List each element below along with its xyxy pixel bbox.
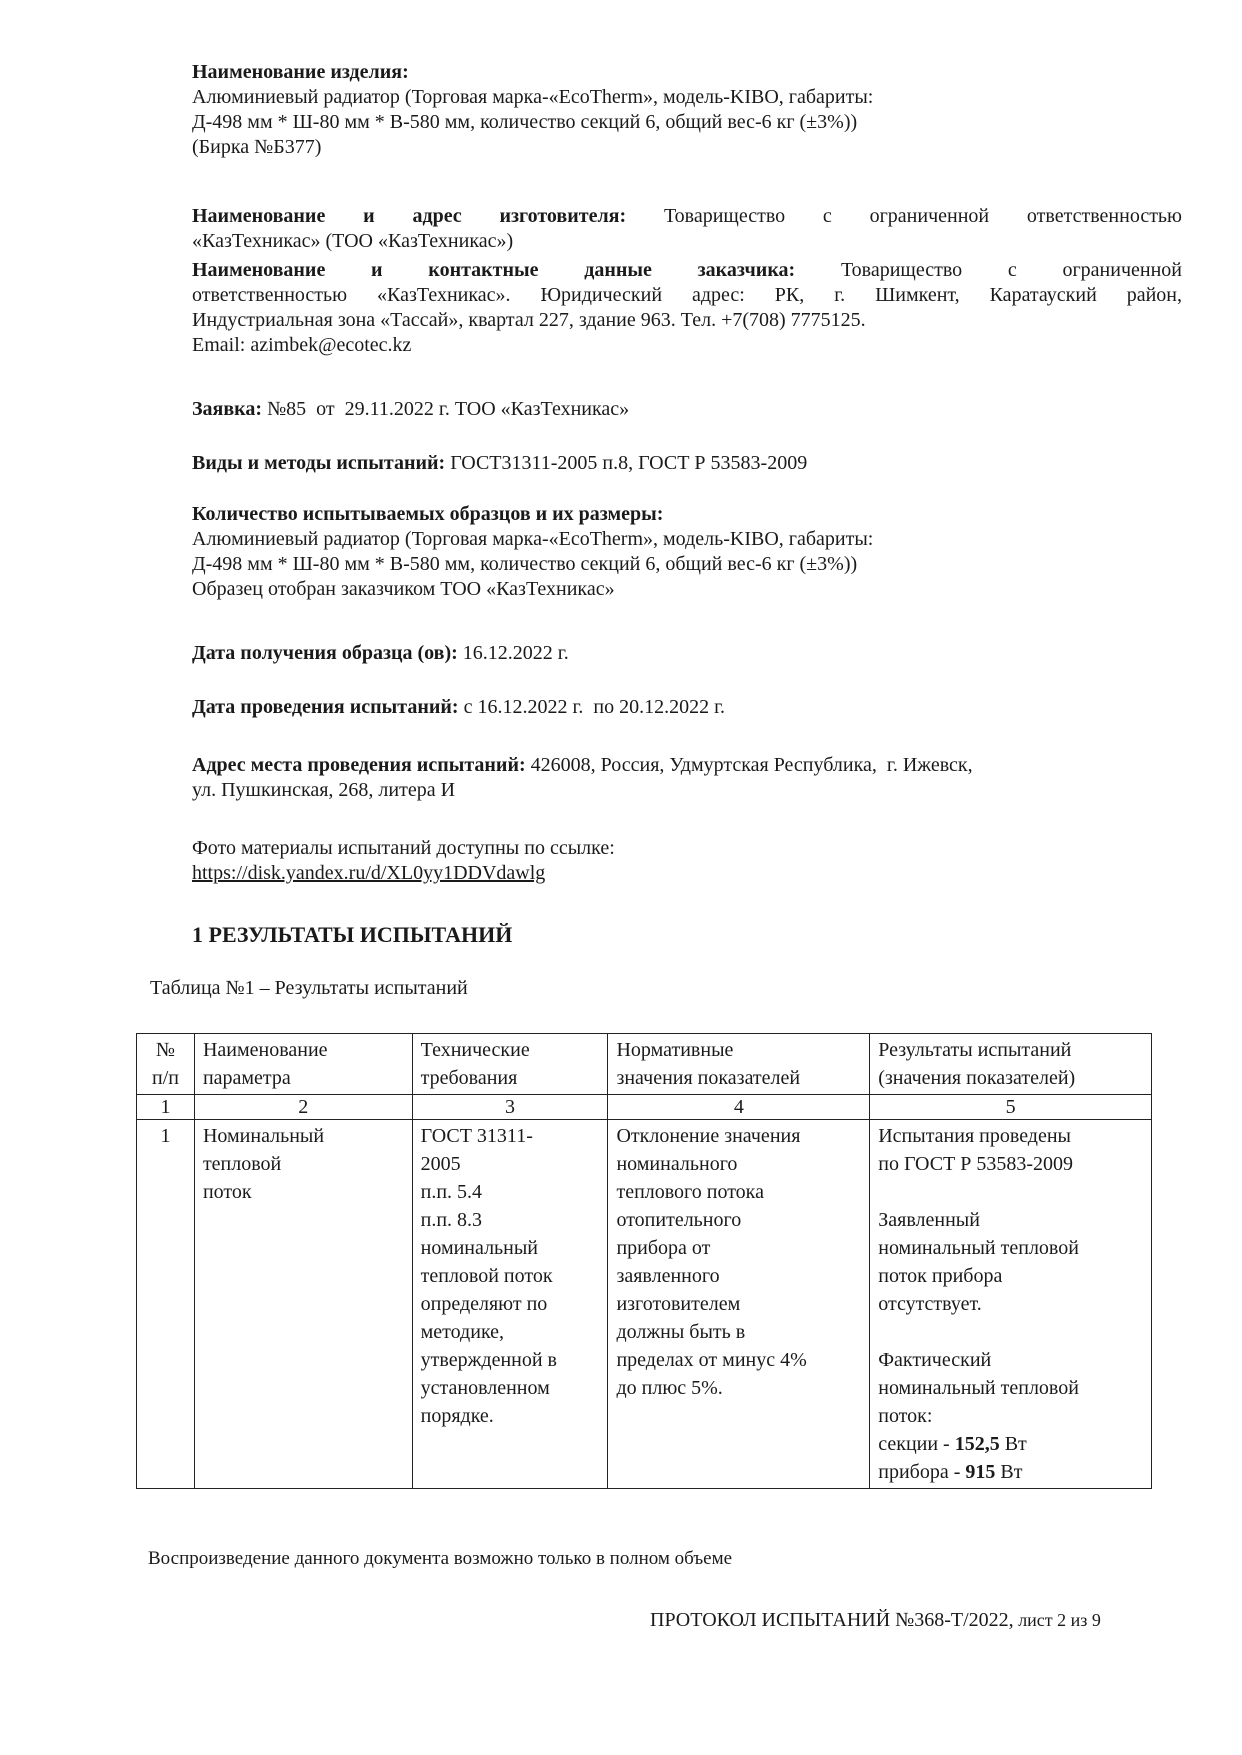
row-number: 1 bbox=[137, 1120, 195, 1489]
samples-line: Образец отобран заказчиком ТОО «КазТехникас» bbox=[192, 578, 615, 600]
norm-text: номинального bbox=[616, 1153, 738, 1175]
manufacturer-line bbox=[192, 204, 1182, 229]
sheet-number: лист 2 из 9 bbox=[1013, 1610, 1101, 1630]
customer-line bbox=[192, 258, 1182, 283]
device-result bbox=[878, 1458, 1143, 1486]
table-header-row bbox=[137, 1034, 1152, 1095]
tech-text: п.п. 5.4 bbox=[420, 1181, 483, 1203]
header-text: (значения показателей) bbox=[878, 1067, 1076, 1089]
header-cell bbox=[137, 1034, 195, 1095]
section-title: 1 РЕЗУЛЬТАТЫ ИСПЫТАНИЙ bbox=[192, 922, 513, 947]
header-text: требования bbox=[420, 1067, 518, 1089]
result-text: Заявленный bbox=[878, 1209, 980, 1231]
tech-text: утвержденной в bbox=[420, 1349, 557, 1371]
test-address-label: Адрес места проведения испытаний: bbox=[192, 754, 526, 776]
methods-line bbox=[192, 451, 807, 476]
result-text: Фактический bbox=[878, 1349, 992, 1371]
result-text: по ГОСТ Р 53583-2009 bbox=[878, 1153, 1074, 1175]
protocol-number: ПРОТОКОЛ ИСПЫТАНИЙ №368-Т/2022, bbox=[650, 1609, 1014, 1631]
samples-section bbox=[192, 502, 1092, 602]
methods-label: Виды и методы испытаний: bbox=[192, 452, 446, 474]
result-cell bbox=[870, 1120, 1152, 1489]
customer-text: Товарищество с ограниченной bbox=[840, 259, 1182, 281]
param-text: тепловой bbox=[202, 1153, 282, 1175]
receipt-date-line bbox=[192, 641, 569, 666]
photos-section bbox=[192, 836, 615, 886]
product-section bbox=[192, 60, 1092, 160]
header-text: Результаты испытаний bbox=[878, 1039, 1072, 1061]
sections-unit: Вт bbox=[999, 1433, 1027, 1455]
photos-link[interactable]: https://disk.yandex.ru/d/XL0yy1DDVdawlg bbox=[192, 862, 546, 884]
table-caption: Таблица №1 – Результаты испытаний bbox=[150, 977, 468, 999]
header-cell bbox=[608, 1034, 870, 1095]
device-value: 915 bbox=[965, 1461, 996, 1483]
header-text: № bbox=[155, 1039, 176, 1061]
sections-value: 152,5 bbox=[954, 1433, 1000, 1455]
application-line bbox=[192, 397, 629, 422]
result-text: номинальный тепловой bbox=[878, 1377, 1079, 1399]
receipt-date-label: Дата получения образца (ов): bbox=[192, 642, 458, 664]
norm-text: изготовителем bbox=[616, 1293, 741, 1315]
test-address-text: 426008, Россия, Удмуртская Республика, г. Ижевск, bbox=[525, 754, 973, 776]
methods-text: ГОСТ31311-2005 п.8, ГОСТ Р 53583-2009 bbox=[445, 452, 808, 474]
footer-notice: Воспроизведение данного документа возможно только в полном объеме bbox=[148, 1548, 733, 1569]
column-number: 3 bbox=[412, 1095, 608, 1120]
product-line: (Бирка №Б377) bbox=[192, 136, 322, 158]
application-label: Заявка: bbox=[192, 398, 263, 420]
norm-text: прибора от bbox=[616, 1237, 711, 1259]
result-spacer bbox=[878, 1318, 1143, 1346]
header-text: Нормативные bbox=[616, 1039, 734, 1061]
column-number-row bbox=[137, 1095, 1152, 1120]
norm-text: заявленного bbox=[616, 1265, 720, 1287]
product-heading: Наименование изделия: bbox=[192, 61, 409, 83]
header-text: параметра bbox=[202, 1067, 291, 1089]
device-unit: Вт bbox=[995, 1461, 1023, 1483]
result-text: поток: bbox=[878, 1405, 933, 1427]
result-text: поток прибора bbox=[878, 1265, 1003, 1287]
receipt-date-text: 16.12.2022 г. bbox=[457, 642, 569, 664]
manufacturer-section bbox=[192, 204, 1182, 254]
result-spacer bbox=[878, 1178, 1143, 1206]
tech-text: номинальный bbox=[420, 1237, 539, 1259]
test-address-line: ул. Пушкинская, 268, литера И bbox=[192, 779, 456, 801]
norm-text: теплового потока bbox=[616, 1181, 764, 1203]
result-text: отсутствует. bbox=[878, 1293, 982, 1315]
tech-text: 2005 bbox=[420, 1153, 461, 1175]
column-number: 2 bbox=[194, 1095, 412, 1120]
header-text: п/п bbox=[151, 1067, 179, 1089]
norm-text: должны быть в bbox=[616, 1321, 746, 1343]
sections-result bbox=[878, 1430, 1143, 1458]
table-row bbox=[137, 1120, 1152, 1489]
norm-cell bbox=[608, 1120, 870, 1489]
param-text: поток bbox=[202, 1181, 252, 1203]
application-text: №85 от 29.11.2022 г. ТОО «КазТехникас» bbox=[262, 398, 630, 420]
header-cell bbox=[194, 1034, 412, 1095]
manufacturer-line: «КазТехникас» (ТОО «КазТехникас») bbox=[192, 230, 514, 252]
sections-label: секции - bbox=[878, 1433, 955, 1455]
tech-text: тепловой поток bbox=[420, 1265, 553, 1287]
header-text: Технические bbox=[420, 1039, 530, 1061]
product-line: Д-498 мм * Ш-80 мм * В-580 мм, количество секций 6, общий вес-6 кг (±3%)) bbox=[192, 111, 858, 133]
manufacturer-label: Наименование и адрес изготовителя: bbox=[192, 205, 627, 227]
customer-line: Индустриальная зона «Тассай», квартал 227, здание 963. Тел. +7(708) 7775125. bbox=[192, 309, 866, 331]
tech-cell bbox=[412, 1120, 608, 1489]
test-dates-label: Дата проведения испытаний: bbox=[192, 696, 459, 718]
norm-text: Отклонение значения bbox=[616, 1125, 801, 1147]
header-text: Наименование bbox=[202, 1039, 328, 1061]
norm-text: отопительного bbox=[616, 1209, 742, 1231]
column-number: 5 bbox=[870, 1095, 1152, 1120]
test-dates-text: с 16.12.2022 г. по 20.12.2022 г. bbox=[458, 696, 726, 718]
result-text: Испытания проведены bbox=[878, 1125, 1071, 1147]
test-dates-line bbox=[192, 695, 725, 720]
column-number: 1 bbox=[137, 1095, 195, 1120]
samples-line: Д-498 мм * Ш-80 мм * В-580 мм, количество секций 6, общий вес-6 кг (±3%)) bbox=[192, 553, 858, 575]
tech-text: порядке. bbox=[420, 1405, 494, 1427]
samples-heading: Количество испытываемых образцов и их размеры: bbox=[192, 503, 664, 525]
tech-text: п.п. 8.3 bbox=[420, 1209, 483, 1231]
tech-text: установленном bbox=[420, 1377, 550, 1399]
header-text: значения показателей bbox=[616, 1067, 801, 1089]
header-cell bbox=[870, 1034, 1152, 1095]
customer-section bbox=[192, 258, 1182, 358]
customer-label: Наименование и контактные данные заказчика: bbox=[192, 259, 796, 281]
customer-email: Email: azimbek@ecotec.kz bbox=[192, 334, 412, 356]
footer-protocol bbox=[650, 1608, 1101, 1633]
norm-text: пределах от минус 4% bbox=[616, 1349, 807, 1371]
customer-line: ответственностью «КазТехникас». Юридический адрес: РК, г. Шимкент, Каратауский район, bbox=[192, 284, 1182, 306]
manufacturer-text: Товарищество с ограниченной ответственностью bbox=[663, 205, 1182, 227]
result-text: номинальный тепловой bbox=[878, 1237, 1079, 1259]
photos-text: Фото материалы испытаний доступны по ссылке: bbox=[192, 837, 615, 859]
param-cell bbox=[194, 1120, 412, 1489]
param-text: Номинальный bbox=[202, 1125, 325, 1147]
tech-text: ГОСТ 31311- bbox=[420, 1125, 533, 1147]
samples-line: Алюминиевый радиатор (Торговая марка-«EcoTherm», модель-KIBO, габариты: bbox=[192, 528, 874, 550]
norm-text: до плюс 5%. bbox=[616, 1377, 723, 1399]
test-address-section bbox=[192, 753, 1182, 803]
device-label: прибора - bbox=[878, 1461, 966, 1483]
column-number: 4 bbox=[608, 1095, 870, 1120]
test-address-line bbox=[192, 753, 1182, 778]
results-table bbox=[136, 1033, 1152, 1489]
header-cell bbox=[412, 1034, 608, 1095]
tech-text: определяют по bbox=[420, 1293, 548, 1315]
product-line: Алюминиевый радиатор (Торговая марка-«EcoTherm», модель-KIBO, габариты: bbox=[192, 86, 874, 108]
tech-text: методике, bbox=[420, 1321, 505, 1343]
